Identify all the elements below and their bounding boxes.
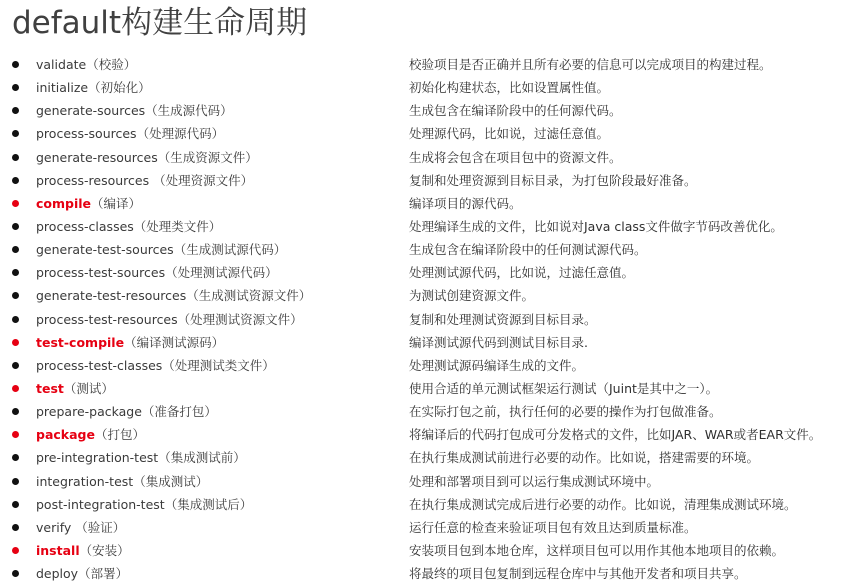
bullet-icon	[12, 316, 19, 323]
bullet-icon	[12, 269, 19, 276]
phase-note: （编译测试源码）	[124, 334, 225, 350]
bullet-icon	[12, 246, 19, 253]
phase-row-generate-sources	[0, 99, 846, 122]
bullet-icon	[12, 547, 19, 554]
phase-note: （生成测试源代码）	[173, 242, 287, 258]
phase-label	[36, 169, 253, 192]
phase-label	[36, 146, 258, 169]
bullet-icon	[12, 154, 19, 161]
phase-name: test	[36, 380, 64, 396]
phase-label	[36, 562, 128, 585]
phase-name: process-test-resources	[36, 311, 178, 327]
phase-label	[36, 308, 303, 331]
phase-label	[36, 99, 233, 122]
bullet-icon	[12, 570, 19, 577]
phase-name: generate-sources	[36, 103, 146, 119]
phase-label	[36, 284, 311, 307]
phase-label	[36, 238, 286, 261]
phase-name: process-classes	[36, 218, 134, 234]
phase-row-generate-test-sources	[0, 238, 846, 261]
bullet-icon	[12, 292, 19, 299]
phase-label	[36, 331, 224, 354]
phase-name: validate	[36, 57, 87, 72]
phase-row-install	[0, 539, 846, 562]
bullet-icon	[12, 362, 19, 369]
lifecycle-phase-list	[0, 53, 846, 585]
phase-note: （打包）	[94, 427, 145, 443]
phase-name: install	[36, 542, 80, 558]
phase-name: prepare-package	[36, 404, 142, 420]
phase-label	[36, 53, 136, 76]
phase-note: （处理类文件）	[133, 218, 222, 234]
phase-row-package	[0, 423, 846, 446]
phase-row-generate-test-resources	[0, 284, 846, 307]
phase-note: （测试）	[63, 380, 114, 396]
phase-row-test-compile	[0, 331, 846, 354]
phase-row-deploy	[0, 562, 846, 585]
phase-row-process-resources	[0, 169, 846, 192]
phase-description: 初始化构建状态，比如设置属性值。	[409, 80, 610, 96]
phase-description: 使用合适的单元测试框架运行测试（Juint是其中之一）。	[409, 380, 719, 396]
phase-description: 复制和处理资源到目标目录，为打包阶段最好准备。	[409, 172, 697, 188]
phase-name: generate-test-resources	[36, 288, 187, 304]
bullet-icon	[12, 501, 19, 508]
phase-description: 编译项目的源代码。	[409, 195, 522, 211]
phase-row-pre-integration-test	[0, 446, 846, 469]
phase-label	[36, 470, 208, 493]
phase-row-verify	[0, 516, 846, 539]
phase-description: 运行任意的检查来验证项目包有效且达到质量标准。	[409, 519, 697, 535]
phase-note: （准备打包）	[141, 404, 217, 420]
phase-name: generate-resources	[36, 149, 158, 165]
phase-row-test	[0, 377, 846, 400]
phase-name: process-test-sources	[36, 265, 166, 281]
phase-row-process-sources	[0, 122, 846, 145]
phase-row-generate-resources	[0, 146, 846, 169]
bullet-icon	[12, 84, 19, 91]
phase-note: （集成测试）	[133, 473, 209, 489]
phase-description: 将编译后的代码打包成可分发格式的文件，比如JAR、WAR或者EAR文件。	[409, 427, 822, 443]
phase-label	[36, 261, 278, 284]
phase-note: （处理源代码）	[136, 126, 225, 142]
bullet-icon	[12, 200, 19, 207]
phase-note: （处理测试类文件）	[162, 357, 275, 373]
phase-label	[36, 446, 246, 469]
phase-label	[36, 215, 221, 238]
phase-name: process-test-classes	[36, 357, 163, 373]
bullet-icon	[12, 61, 19, 68]
phase-description: 生成将会包含在项目包中的资源文件。	[409, 149, 622, 165]
bullet-icon	[12, 130, 19, 137]
phase-row-integration-test	[0, 470, 846, 493]
phase-label	[36, 400, 217, 423]
phase-description: 处理和部署项目到可以运行集成测试环境中。	[409, 473, 660, 489]
phase-note: （编译）	[91, 195, 142, 211]
phase-note: （安装）	[79, 542, 130, 558]
phase-label	[36, 423, 145, 446]
bullet-icon	[12, 454, 19, 461]
phase-description: 校验项目是否正确并且所有必要的信息可以完成项目的构建过程。	[409, 57, 772, 72]
phase-name: deploy	[36, 566, 79, 582]
phase-name: compile	[36, 195, 92, 211]
phase-description: 在实际打包之前，执行任何的必要的操作为打包做准备。	[409, 404, 722, 420]
phase-note: （校验）	[86, 57, 137, 72]
phase-name: package	[36, 427, 95, 443]
phase-note: （生成资源文件）	[157, 149, 258, 165]
bullet-icon	[12, 223, 19, 230]
phase-description: 安装项目包到本地仓库，这样项目包可以用作其他本地项目的依赖。	[409, 542, 785, 558]
bullet-icon	[12, 431, 19, 438]
phase-row-compile	[0, 192, 846, 215]
phase-name: integration-test	[36, 473, 134, 489]
phase-row-initialize	[0, 76, 846, 99]
phase-name: initialize	[36, 80, 89, 96]
phase-description: 在执行集成测试完成后进行必要的动作。比如说，清理集成测试环境。	[409, 496, 797, 512]
phase-description: 编译测试源代码到测试目标目录.	[409, 334, 588, 350]
phase-description: 处理测试源代码，比如说，过滤任意值。	[409, 265, 635, 281]
bullet-icon	[12, 177, 19, 184]
phase-note: （处理测试资源文件）	[177, 311, 303, 327]
phase-name: process-resources	[36, 172, 150, 188]
phase-row-process-test-resources	[0, 308, 846, 331]
phase-note: （生成源代码）	[145, 103, 233, 119]
phase-row-process-classes	[0, 215, 846, 238]
phase-row-validate	[0, 53, 846, 76]
phase-label	[36, 192, 141, 215]
phase-label	[36, 122, 224, 145]
bullet-icon	[12, 478, 19, 485]
phase-note: （初始化）	[88, 80, 151, 96]
phase-name: post-integration-test	[36, 496, 165, 512]
phase-label	[36, 516, 125, 539]
phase-description: 处理源代码，比如说，过滤任意值。	[409, 126, 610, 142]
phase-row-process-test-sources	[0, 261, 846, 284]
phase-label	[36, 493, 252, 516]
phase-note: （部署）	[78, 566, 129, 582]
phase-name: test-compile	[36, 334, 125, 350]
phase-row-prepare-package	[0, 400, 846, 423]
bullet-icon	[12, 107, 19, 114]
bullet-icon	[12, 408, 19, 415]
phase-row-process-test-classes	[0, 354, 846, 377]
phase-note: （生成测试资源文件）	[186, 288, 312, 304]
phase-name: pre-integration-test	[36, 450, 159, 466]
phase-description: 为测试创建资源文件。	[409, 288, 535, 304]
phase-note: （验证）	[71, 519, 126, 535]
bullet-icon	[12, 524, 19, 531]
phase-description: 生成包含在编译阶段中的任何源代码。	[409, 103, 622, 119]
phase-description: 将最终的项目包复制到远程仓库中与其他开发者和项目共享。	[409, 566, 747, 582]
phase-description: 处理编译生成的文件，比如说对Java class文件做字节码改善优化。	[409, 218, 783, 234]
bullet-icon	[12, 385, 19, 392]
phase-row-post-integration-test	[0, 493, 846, 516]
phase-label	[36, 354, 275, 377]
phase-description: 复制和处理测试资源到目标目录。	[409, 311, 597, 327]
phase-description: 在执行集成测试前进行必要的动作。比如说，搭建需要的环境。	[409, 450, 760, 466]
phase-label	[36, 539, 130, 562]
phase-label	[36, 76, 151, 99]
phase-name: generate-test-sources	[36, 242, 174, 258]
bullet-icon	[12, 339, 19, 346]
phase-note: （集成测试前）	[158, 450, 246, 466]
phase-label	[36, 377, 114, 400]
phase-note: （处理测试源代码）	[165, 265, 278, 281]
phase-name: process-sources	[36, 126, 137, 142]
phase-description: 处理测试源码编译生成的文件。	[409, 357, 585, 373]
phase-name: verify	[36, 519, 72, 535]
page-title: default构建生命周期	[12, 5, 308, 41]
phase-note: （集成测试后）	[164, 496, 253, 512]
phase-note: （处理资源文件）	[149, 172, 254, 188]
phase-description: 生成包含在编译阶段中的任何测试源代码。	[409, 242, 647, 258]
